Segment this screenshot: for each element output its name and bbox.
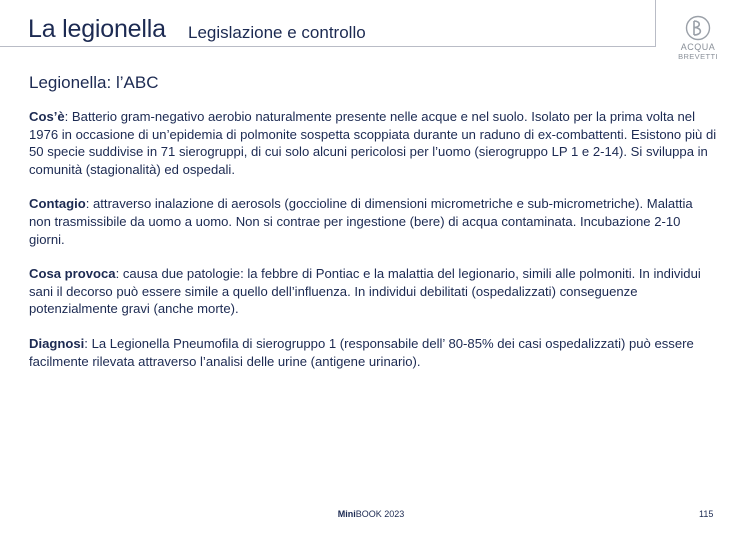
footer-brand-rest: BOOK 2023 [355,509,405,519]
paragraph-definition [29,108,717,178]
page-subtitle: Legislazione e controllo [188,23,366,42]
header-divider [0,46,655,47]
term-label: Cosa provoca [29,266,116,282]
term-label: Diagnosi [29,335,85,351]
footer-brand [0,509,742,519]
paragraph-effects [29,265,717,318]
header-vertical-divider [655,0,656,47]
logo-mark-icon [684,14,712,42]
paragraph-text: : Batterio gram-negativo aerobio naturalmente presente nelle acque e nel suolo. Isolato per la prima volta nel 1976 in occasione di un’epidemia di polmonite sospetta scoppiata durante un raduno di ex-combattenti. Esistono più di 50 specie suddivise in 71 sierogruppi, di cui solo alcuni pericolosi per l’uomo (sierogruppo LP 1 e 2-14). Si sviluppa in comunità (stagionalità) ed ospedali. [29,109,717,177]
header [0,0,742,62]
paragraph-transmission [29,195,717,248]
footer-brand-bold: Mini [337,509,356,519]
page-title: La legionella [28,15,166,43]
paragraph-text: : attraverso inalazione di aerosols (goccioline di dimensioni micrometriche e sub-micrometriche). Malattia non trasmissibile da uomo a uomo. Non si contrae per ingestione (bere) di acqua contaminata. Incubazione 2-10 giorni. [29,196,693,247]
term-label: Contagio [29,196,86,212]
brand-logo [670,14,726,64]
section-title: Legionella: l’ABC [29,73,159,92]
term-label: Cos’è [29,109,65,124]
paragraph-text: : La Legionella Pneumofila di sierogruppo 1 (responsabile dell’ 80-85% dei casi ospedalizzati) può essere facilmente rilevata attraverso l’analisi delle urine (antigene urinario). [29,335,694,369]
paragraph-text: : causa due patologie: la febbre di Pontiac e la malattia del legionario, simili alle polmoniti. In individui sani il decorso può essere simile a quello dell’influenza. In individui debilitati (ospedalizzati) conseguenze potenzialmente gravi (anche morte). [29,266,701,317]
logo-name: ACQUA [680,42,716,52]
page-number: 115 [699,509,714,519]
logo-subname: BREVETTI [678,52,718,61]
content-body [29,108,717,387]
paragraph-diagnosis [29,335,717,370]
